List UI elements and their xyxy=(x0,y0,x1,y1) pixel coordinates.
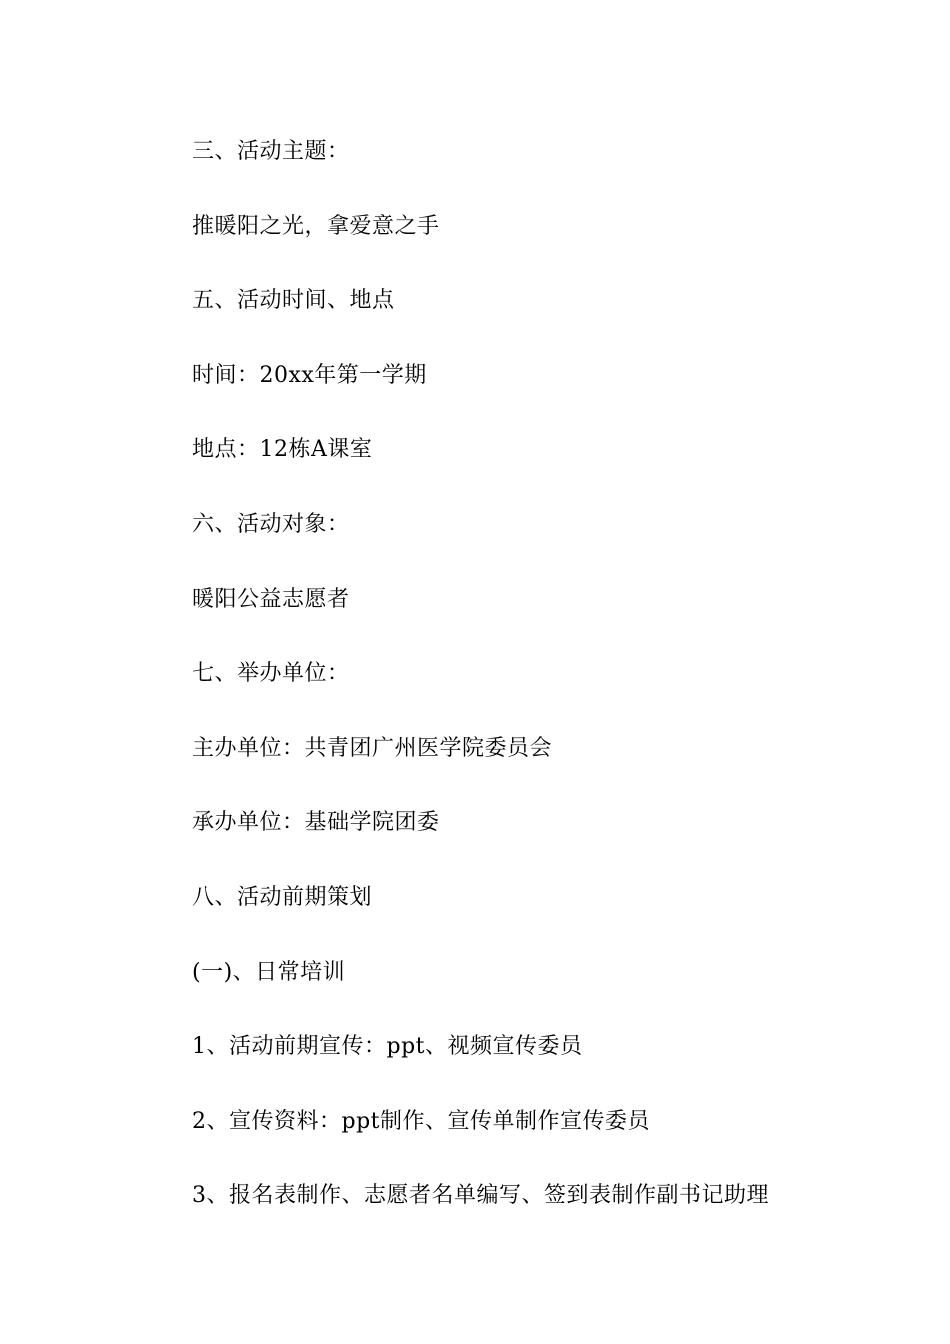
section-heading-planning: 八、活动前期策划 xyxy=(192,884,373,910)
target-text: 暖阳公益志愿者 xyxy=(192,586,350,612)
document-body xyxy=(192,130,872,1249)
section-heading-theme: 三、活动主题： xyxy=(192,139,350,164)
list-item: 3、报名表制作、志愿者名单编写、签到表制作副书记助理 xyxy=(192,1183,769,1209)
section-heading-time-place: 五、活动时间、地点 xyxy=(192,288,395,314)
theme-text: 推暖阳之光，拿爱意之手 xyxy=(192,213,440,239)
section-heading-organizers: 七、举办单位： xyxy=(192,661,350,687)
co-organizer-text: 承办单位：基础学院团委 xyxy=(192,810,440,836)
time-text: 时间：20xx年第一学期 xyxy=(192,362,427,388)
subsection-heading-training: (一)、日常培训 xyxy=(192,959,346,985)
list-item: 2、宣传资料：ppt制作、宣传单制作宣传委员 xyxy=(192,1108,651,1134)
list-item: 1、活动前期宣传：ppt、视频宣传委员 xyxy=(192,1034,583,1060)
place-text: 地点：12栋A课室 xyxy=(192,437,373,463)
section-heading-target: 六、活动对象： xyxy=(192,511,350,537)
host-organizer-text: 主办单位：共青团广州医学院委员会 xyxy=(192,735,553,761)
